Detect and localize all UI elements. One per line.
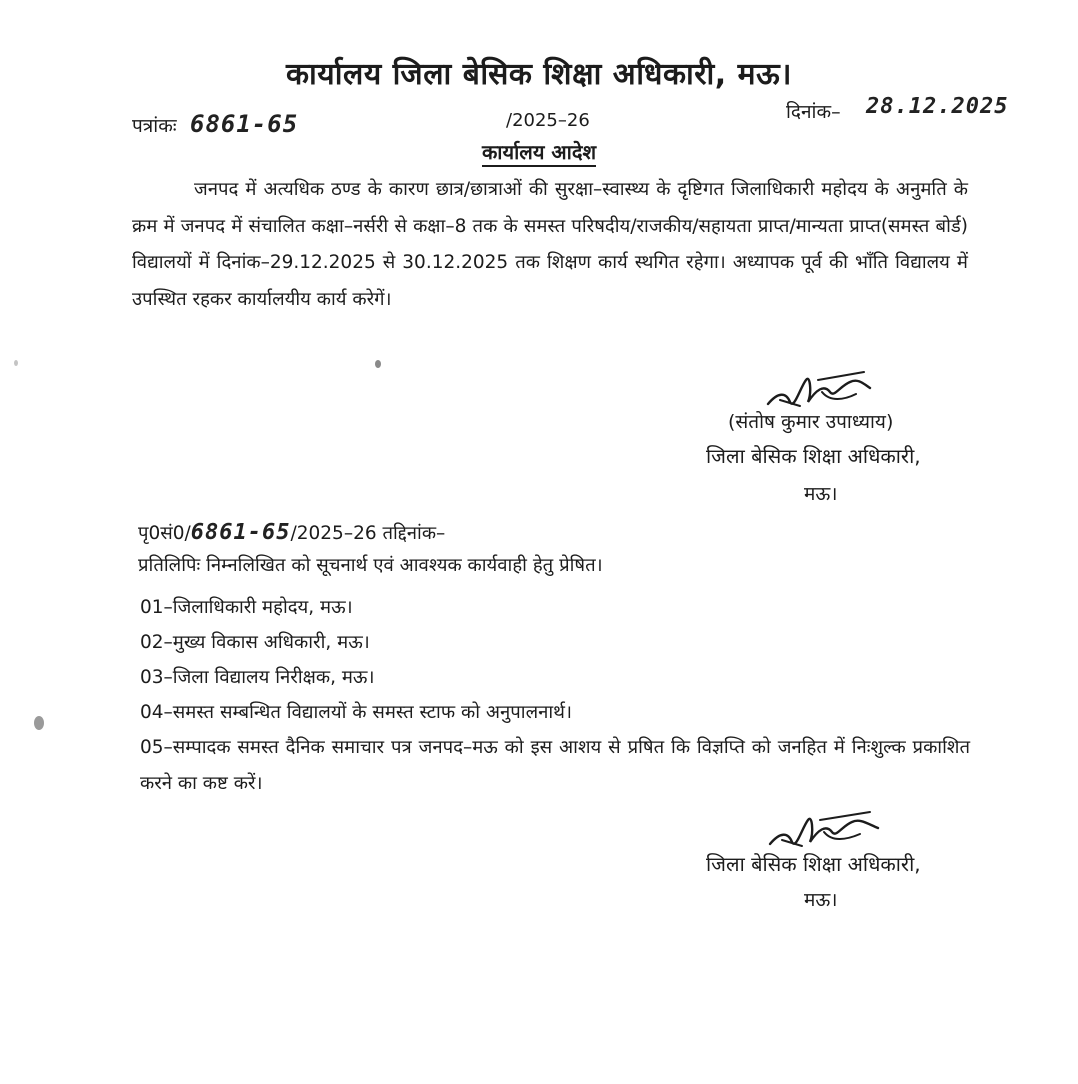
date-handwritten: 28.12.2025 (866, 94, 1009, 119)
copy-intro: प्रतिलिपिः निम्नलिखित को सूचनार्थ एवं आवश्यक कार्यवाही हेतु प्रेषित। (138, 555, 603, 576)
list-item: 05–सम्पादक समस्त दैनिक समाचार पत्र जनपद–मऊ को इस आशय से प्रषित कि विज्ञप्ति को जनहित में निःशुल्क प्रकाशित करने का कष्ट करें। (140, 737, 970, 794)
date-label: दिनांक– (786, 101, 841, 123)
list-item: 02–मुख्य विकास अधिकारी, मऊ। (140, 632, 370, 653)
scan-speck (14, 360, 18, 366)
copy-reference (138, 520, 445, 545)
list-item: 01–जिलाधिकारी महोदय, मऊ। (140, 597, 353, 618)
copy-ref-number-handwritten: 6861-65 (190, 520, 291, 545)
office-title: कार्यालय जिला बेसिक शिक्षा अधिकारी, मऊ। (286, 57, 792, 92)
signatory-2-place: मऊ। (804, 889, 838, 911)
recipient-list (140, 590, 970, 802)
signatory-designation: जिला बेसिक शिक्षा अधिकारी, (706, 444, 921, 468)
list-item: 03–जिला विद्यालय निरीक्षक, मऊ। (140, 667, 375, 688)
order-heading (0, 138, 1078, 165)
copy-ref-prefix: पृ0सं0/ (138, 523, 191, 544)
scan-speck (375, 360, 381, 368)
scan-speck (34, 716, 44, 730)
list-item: 04–समस्त सम्बन्धित विद्यालयों के समस्त स्टाफ को अनुपालनार्थ। (140, 702, 573, 723)
signatory-place: मऊ। (804, 483, 838, 505)
copy-ref-suffix: /2025–26 तद्दिनांक– (290, 523, 446, 544)
ref-year: /2025–26 (506, 110, 590, 131)
ref-number-handwritten: 6861-65 (190, 110, 299, 138)
ref-label: पत्रांकः (132, 115, 177, 137)
order-heading-text: कार्यालय आदेश (482, 140, 596, 167)
signatory-name: (संतोष कुमार उपाध्याय) (728, 411, 894, 433)
signatory-2-designation: जिला बेसिक शिक्षा अधिकारी, (706, 852, 921, 876)
order-body: जनपद में अत्यधिक ठण्ड के कारण छात्र/छात्राओं की सुरक्षा–स्वास्थ्य के दृष्टिगत जिलाधिकारी महोदय के अनुमति के क्रम में जनपद में संचालित कक्षा–नर्सरी से कक्षा–8 तक के समस्त परिषदीय/राजकीय/सहायता प्राप्त/मान्यता प्राप्त(समस्त बोर्ड) विद्यालयों में दिनांक–29.12.2025 से 30.12.2025 तक शिक्षण कार्य स्थगित रहेगा। अध्यापक पूर्व की भाँति विद्यालय में उपस्थित रहकर कार्यालयीय कार्य करेगें। (132, 179, 968, 310)
